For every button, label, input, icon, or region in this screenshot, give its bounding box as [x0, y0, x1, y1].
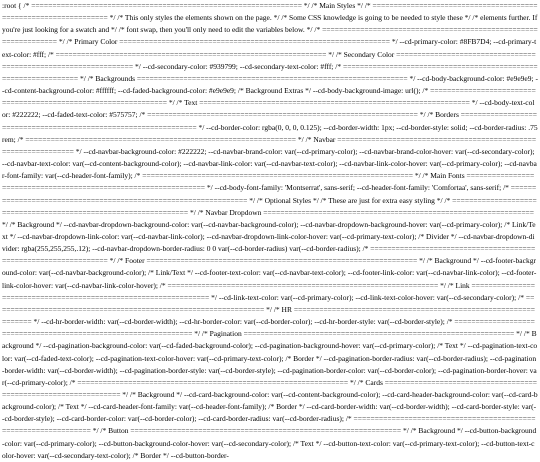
- css-source-text: :root { /* ================================================================ */ /* Main Styles */ /* ================================================================ */ /* This only styles the elements shown on the page. */ /* Some CSS knowledge is going to be needed to style these */ /* elements further. If you're just looking for a swatch and */ /* font swap, then you'll only need to edit the variables below. */ /* ================================================================ */ /* Primary Color ================================================================ */ --cd-primary-color: #8FB7D4; --cd-primary-text-color: #fff; /* ================================================================ */ /* Secondary Color ================================================================ */ --cd-secondary-color: #939799; --cd-secondary-text-color: #fff; /* ================================================================ */ /* Backgrounds ================================================================ */ --cd-body-background-color: #e9e9e9; --cd-content-background-color: #ffffff; --cd-faded-background-color: #e9e9e9; /* Background Extras */ --cd-body-background-image: url(); /* ================================================================ */ /* Text ================================================================ */ --cd-body-text-color: #222222; --cd-faded-text-color: #575757; /* ================================================================ */ /* Borders ================================================================ */ --cd-border-color: rgba(0, 0, 0, 0.125); --cd-border-width: 1px; --cd-border-style: solid; --cd-border-radius: .75rem; /* ================================================================ */ /* Navbar ================================================================ */ --cd-navbar-background-color: #222222; --cd-navbar-brand-color: var(--cd-primary-color); --cd-navbar-brand-color-hover: var(--cd-secondary-color); --cd-navbar-text-color: var(--cd-content-background-color); --cd-navbar-link-color: var(--cd-navbar-text-color); --cd-navbar-link-color-hover: var(--cd-primary-color); --cd-navbar-font-family: var(--cd-header-font-family); /* ================================================================ */ /* Main Fonts ================================================================ */ --cd-body-font-family: 'Montserrat', sans-serif; --cd-header-font-family: 'Comfortaa', sans-serif; /* ================================================================ */ /* Optional Styles */ /* These are just for extra easy styling */ /* ================================================================ */ /* Navbar Dropdown ================================================================ */ /* Background */ --cd-navbar-dropdown-background-color: var(--cd-navbar-background-color); --cd-navbar-dropdown-background-hover: var(--cd-primary-color); /* Link/Text */ --cd-navbar-dropdown-link-color: var(--cd-navbar-link-color); --cd-navbar-dropdown-link-color-hover: var(--cd-primary-text-color); /* Divider */ --cd-navbar-dropdown-divider: rgba(255,255,255,.12); --cd-navbar-dropdown-border-radius: 0 0 var(--cd-border-radius) var(--cd-border-radius); /* ================================================================ */ /* Footer ================================================================ */ /* Background */ --cd-footer-background-color: var(--cd-navbar-background-color); /* Link/Text */ --cd-footer-text-color: var(--cd-navbar-text-color); --cd-footer-link-color: var(--cd-navbar-link-color); --cd-footer-link-color-hover: var(--cd-navbar-link-color-hover); /* ================================================================ */ /* Link ================================================================ */ --cd-link-text-color: var(--cd-primary-color); --cd-link-text-color-hover: var(--cd-secondary-color); /* ================================================================ */ /* HR ================================================================ */ --cd-hr-border-width: var(--cd-border-width); --cd-hr-border-color: var(--cd-border-color); --cd-hr-border-style: var(--cd-border-style); /* ================================================================ */ /* Pagination ================================================================ */ /* Background */ --cd-pagination-background-color: var(--cd-faded-background-color); --cd-pagination-background-hover: var(--cd-primary-color); /* Text */ --cd-pagination-text-color: var(--cd-faded-text-color); --cd-pagination-text-color-hover: var(--cd-primary-text-color); /* Border */ --cd-pagination-border-radius: var(--cd-border-radius); --cd-pagination-border-width: var(--cd-border-width); --cd-pagination-border-style: var(--cd-border-style); --cd-pagination-border-color: var(--cd-border-color); --cd-pagination-border-hover: var(--cd-primary-color); /* ================================================================ */ /* Cards ================================================================ */ /* Background */ --cd-card-background-color: var(--cd-content-background-color); --cd-card-header-background-color: var(--cd-card-background-color); /* Text */ --cd-card-header-font-family: var(--cd-header-font-family); /* Border */ --cd-card-border-width: var(--cd-border-width); --cd-card-border-style: var(--cd-border-style); --cd-card-border-color: var(--cd-border-color); --cd-card-border-radius: var(--cd-border-radius); /* ================================================================ */ /* Button ================================================================ */ /* Background */ --cd-button-background-color: var(--cd-primary-color); --cd-button-background-color-hover: var(--cd-secondary-color); /* Text */ --cd-button-text-color: var(--cd-primary-text-color); --cd-button-text-color-hover: var(--cd-secondary-text-color); /* Border */ --cd-button-border-: [2, 1, 538, 460]
